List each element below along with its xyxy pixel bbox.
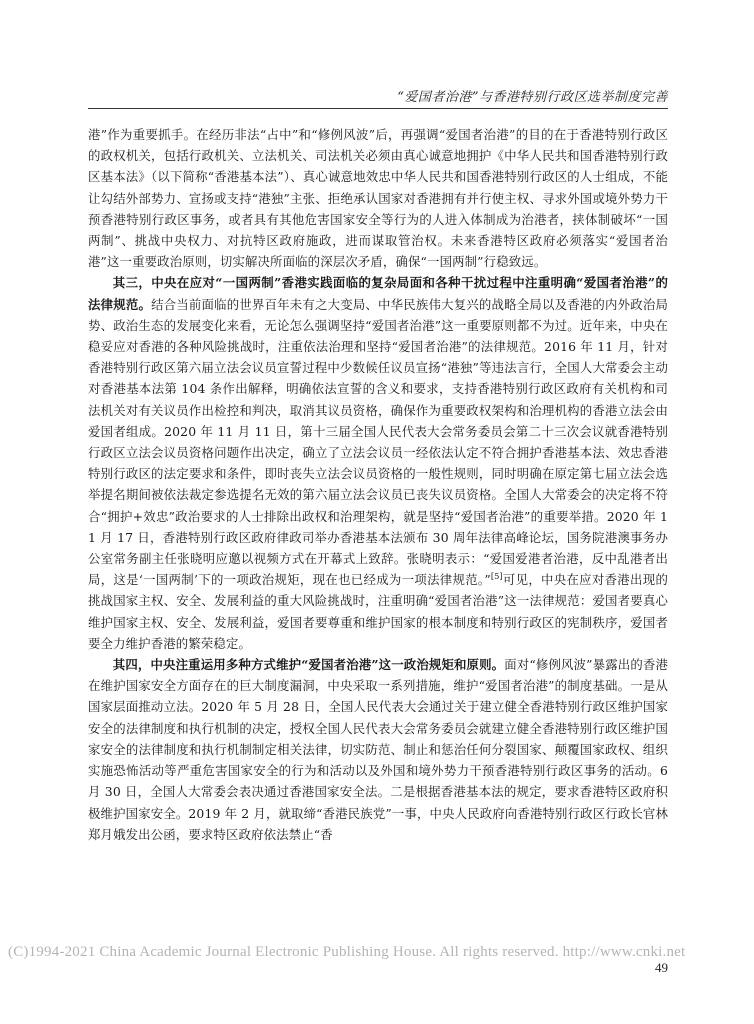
paragraph-2-text-a: 结合当前面临的世界百年未有之大变局、中华民族伟大复兴的战略全局以及香港的内外政治局势、政治生态的发展变化来看，无论怎么强调坚持“爱国者治港”这一重要原则都不为过。近年来，中央在稳妥应对香港的各种风险挑战时，注重依法治理和坚持“爱国者治港”的法律规范。2016 年 11 月，针对香港特别行政区第六届立法会议员宣誓过程中少数候任议员宣扬“港独”等违法言行，全国人大常委会主动对香港基本法第 104 条作出解释，明确依法宣誓的含义和要求，支持香港特别行政区政府有关机构和司法机关对有关议员作出检控和判决，取消其议员资格，确保作为重要政权架构和治理机构的香港立法会由爱国者组成。2020 年 11 月 11 日，第十三届全国人民代表大会常务委员会第二十三次会议就香港特别行政区立法会议员资格问题作出决定，确立了立法会议员一经依法认定不符合拥护香港基本法、效忠香港特别行政区的法定要求和条件，即时丧失立法会议员资格的一般性规则，同时明确在原定第七届立法会选举提名期间被依法裁定参选提名无效的第六届立法会议员已丧失议员资格。全国人大常委会的决定将不符合“拥护+效忠”政治要求的人士排除出政权和治理架构，就是坚持“爱国者治港”的重要举措。2020 年 11 月 17 日，香港特别行政区政府律政司举办香港基本法颁布 30 周年法律高峰论坛，国务院港澳事务办公室常务副主任张晓明应邀以视频方式在开幕式上致辞。张晓明表示：“爱国爱港者治港，反中乱港者出局，这是‘一国两制’下的一项政治规矩，现在也已经成为一项法律规范。” (88, 296, 669, 588)
citation-ref[interactable]: [5] (490, 572, 503, 582)
paragraph-3 (88, 654, 668, 845)
article-body (88, 124, 668, 845)
page-number: 49 (655, 960, 668, 975)
paragraph-2-text-b: 可见，中央在应对香港出现的挑战国家主权、安全、发展利益的重大风险挑战时，注重明确“爱国者治港”这一法律规范：爱国者要真心维护国家主权、安全、发展利益，爱国者要尊重和维护国家的根本制度和特别行政区的宪制秩序，爱国者要全力维护香港的繁荣稳定。 (88, 572, 668, 651)
header-rule (88, 108, 668, 109)
paragraph-3-heading: 其四，中央注重运用多种方式维护“爱国者治港”这一政治规矩和原则。 (112, 657, 505, 673)
running-header: “爱国者治港”与香港特别行政区选举制度完善 (397, 90, 668, 105)
copyright-watermark: (C)1994-2021 China Academic Journal Electronic Publishing House. All rights reserved. http://www.cnki.net (8, 944, 686, 960)
paragraph-2 (88, 272, 668, 654)
paragraph-1: 港”作为重要抓手。在经历非法“占中”和“修例风波”后，再强调“爱国者治港”的目的在于香港特别行政区的政权机关，包括行政机关、立法机关、司法机关必须由真心诚意地拥护《中华人民共和国香港特别行政区基本法》（以下简称“香港基本法”）、真心诚意地效忠中华人民共和国香港特别行政区的人士组成，不能让勾结外部势力、宣扬或支持“港独”主张、拒绝承认国家对香港拥有并行使主权、寻求外国或境外势力干预香港特别行政区事务，或者具有其他危害国家安全等行为的人进入体制成为治港者，挟体制破坏“一国两制”、挑战中央权力、对抗特区政府施政，进而谋取管治权。未来香港特区政府必须落实“爱国者治港”这一重要政治原则，切实解决所面临的深层次矛盾，确保“一国两制”行稳致远。 (88, 127, 668, 270)
paragraph-3-text: 面对“修例风波”暴露出的香港在维护国家安全方面存在的巨大制度漏洞，中央采取一系列措施，维护“爱国者治港”的制度基础。一是从国家层面推动立法。2020 年 5 月 28 日，全国人民代表大会通过关于建立健全香港特别行政区维护国家安全的法律制度和执行机制的决定，授权全国人民代表大会常务委员会就建立健全香港特别行政区维护国家安全的法律制度和执行机制制定相关法律，切实防范、制止和惩治任何分裂国家、颠覆国家政权、组织实施恐怖活动等严重危害国家安全的行为和活动以及外国和境外势力干预香港特别行政区事务的活动。6 月 30 日，全国人大常委会表决通过香港国家安全法。二是根据香港基本法的规定，要求香港特区政府积极维护国家安全。2019 年 2 月，就取缔“香港民族党”一事，中央人民政府向香港特别行政区行政长官林郑月娥发出公函，要求特区政府依法禁止“香 (88, 657, 668, 842)
paragraph-2-heading: 其三，中央在应对“一国两制”香港实践面临的复杂局面和各种干扰过程中注重明确“爱国者治港”的法律规范。 (88, 275, 668, 312)
